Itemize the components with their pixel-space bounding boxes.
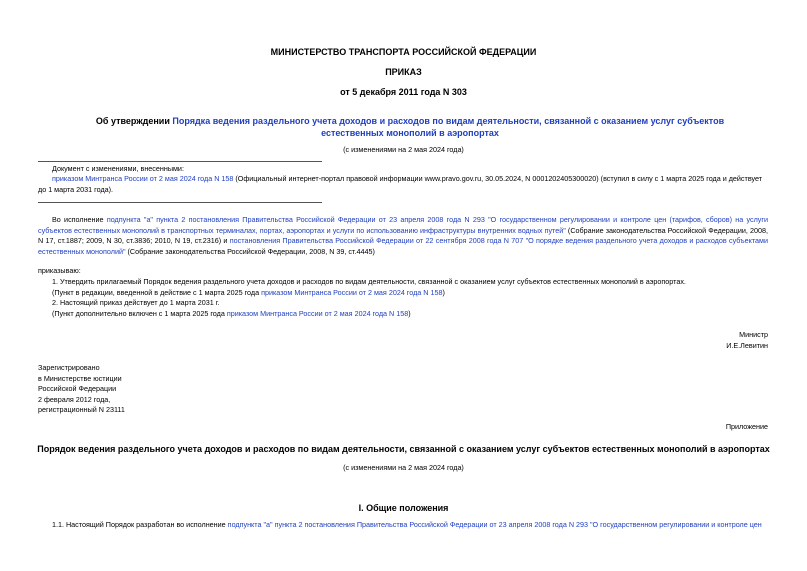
p11-prefix: 1.1. Настоящий Порядок разработан во исполнение xyxy=(52,520,228,529)
appendix-label: Приложение xyxy=(725,422,768,431)
doc-date-number: от 5 декабря 2011 года N 303 xyxy=(340,87,467,97)
signature-position: Министр xyxy=(739,330,768,339)
preamble-text-2: (Собрание законодательства Российской Федерации, 2008, N 17, ст.1887; 2009, N 30, ст.3836; 2010, N 19, ст.2316) и xyxy=(38,225,768,245)
order-note-2 xyxy=(52,309,768,320)
p11-link[interactable]: подпункта "а" пункта 2 постановления Правительства Российской Федерации от 23 апреля 2008 года N 293 "О государственном регулировании и контроле цен xyxy=(227,520,762,529)
separator-rule xyxy=(38,202,322,203)
changes-link[interactable]: приказом Минтранса России от 2 мая 2024 года N 158 xyxy=(52,174,234,183)
title-changes-note: (с изменениями на 2 мая 2024 года) xyxy=(343,145,464,154)
separator-rule xyxy=(38,161,322,162)
registration-line: регистрационный N 23111 xyxy=(38,405,125,414)
registration-line: 2 февраля 2012 года, xyxy=(38,394,111,404)
title-link[interactable]: Порядка ведения раздельного учета доходов и расходов по видам деятельности, связанной с оказанием услуг субъектов естественных монополий в аэропортах xyxy=(172,116,725,138)
doc-type-heading: ПРИКАЗ xyxy=(385,67,422,77)
paragraph-1-1 xyxy=(52,520,768,531)
registration-line: Зарегистрировано xyxy=(38,363,100,372)
note2-prefix: (Пункт дополнительно включен с 1 марта 2025 года xyxy=(52,309,227,318)
order-item-2: 2. Настоящий приказ действует до 1 марта 2031 г. xyxy=(52,298,220,307)
registration-line: в Министерстве юстиции xyxy=(38,373,122,383)
changes-paragraph xyxy=(38,174,768,195)
preamble-link-1[interactable]: подпункта "а" пункта 2 постановления Правительства Российской Федерации от 23 апреля 2008 года N 293 "О государственном регулировании и контроле цен (тарифов, сборов) на услуги субъектов естественных монополий в транспортных терминалах, портах, аэропортах и услуги по использованию инфраструктуры внутренних водных путей" xyxy=(38,215,768,235)
order-item-1: 1. Утвердить прилагаемый Порядок ведения раздельного учета доходов и расходов по видам деятельности, связанной с оказанием услуг субъектов естественных монополий в аэропортах. xyxy=(52,277,686,286)
title-prefix: Об утверждении xyxy=(95,116,173,126)
registration-line: Российской Федерации xyxy=(38,384,117,393)
appendix-title: Порядок ведения раздельного учета доходов и расходов по видам деятельности, связанной с оказанием услуг субъектов естественных монополий в аэропортах xyxy=(37,444,770,454)
note1-suffix: ) xyxy=(442,288,445,297)
document-title xyxy=(80,115,740,139)
changes-label: Документ с изменениями, внесенными: xyxy=(52,164,184,173)
signature-name: И.Е.Левитин xyxy=(726,341,768,350)
preamble-paragraph xyxy=(38,215,768,257)
registration-block xyxy=(38,363,125,416)
order-note-1 xyxy=(52,288,768,299)
note1-link[interactable]: приказом Минтранса России от 2 мая 2024 года N 158 xyxy=(261,288,443,297)
preamble-link-2[interactable]: постановления Правительства Российской Федерации от 22 сентября 2008 года N 707 "О порядке ведения раздельного учета доходов и расходов субъектами естественных монополий" xyxy=(38,236,768,256)
order-word: приказываю: xyxy=(38,266,81,275)
preamble-text-1: Во исполнение xyxy=(52,215,107,224)
note2-link[interactable]: приказом Минтранса России от 2 мая 2024 года N 158 xyxy=(226,309,409,318)
appendix-changes-note: (с изменениями на 2 мая 2024 года) xyxy=(343,463,464,472)
ministry-heading: МИНИСТЕРСТВО ТРАНСПОРТА РОССИЙСКОЙ ФЕДЕРАЦИИ xyxy=(270,47,537,57)
note2-suffix: ) xyxy=(408,309,411,318)
note1-prefix: (Пункт в редакции, введенной в действие с 1 марта 2025 года xyxy=(52,288,262,297)
preamble-text-3: (Собрание законодательства Российской Федерации, 2008, N 39, ст.4445) xyxy=(125,246,375,256)
changes-text: (Официальный интернет-портал правовой информации www.pravo.gov.ru, 30.05.2024, N 0001202405300020) (вступил в силу с 1 марта 2025 года и действует до 1 марта 2031 года). xyxy=(38,174,763,194)
section-heading: I. Общие положения xyxy=(358,503,449,513)
